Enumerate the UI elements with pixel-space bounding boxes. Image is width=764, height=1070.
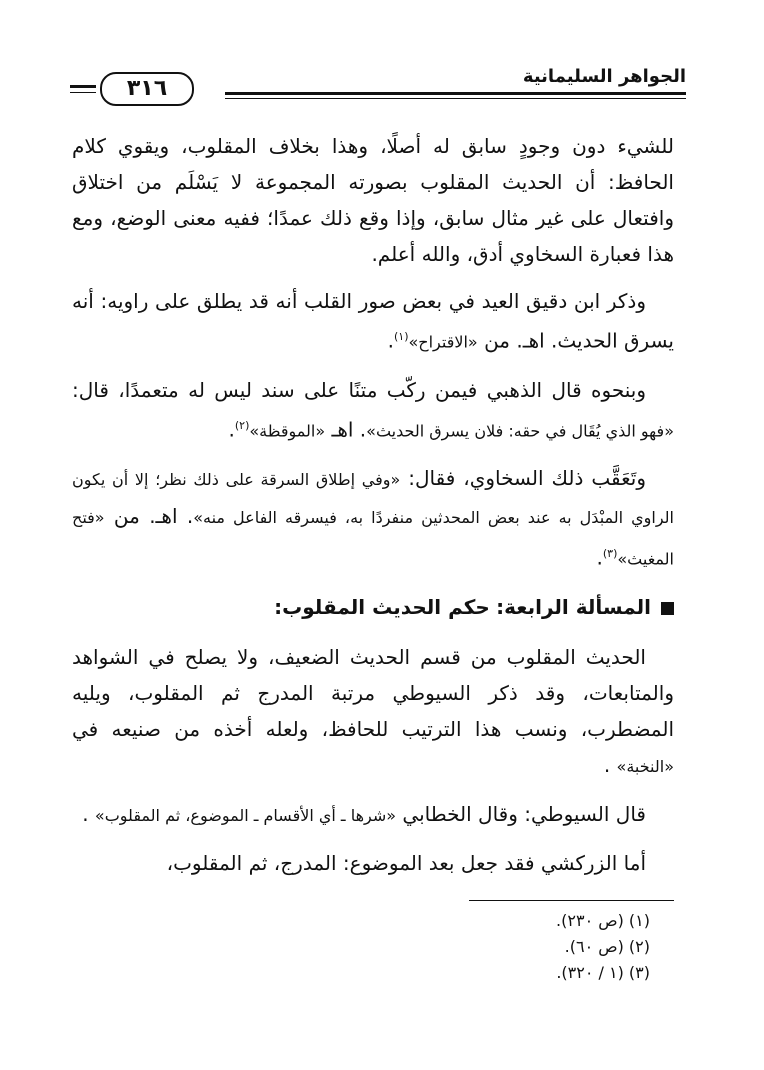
page-number-dash-thin — [70, 92, 96, 93]
paragraph-4-text: وتَعَقَّب ذلك السخاوي، فقال: — [400, 466, 647, 491]
heading-label: المسألة الرابعة: — [496, 594, 651, 619]
paragraph-1: للشيء دون وجودٍ سابق له أصلًا، وهذا بخلاف المقلوب، ويقوي كلام الحافظ: أن الحديث المقلوب بصورته المجموعة لا يَسْلَم من اختلاق وافتعال على غير مثال سابق، وإذا وقع ذلك عمدًا؛ ففيه معنى الوضع، ومع هذا فعبارة السخاوي أدق، والله أعلم. — [72, 134, 674, 266]
page-number-dash — [70, 85, 96, 88]
footnote-1: (١) (ص ٢٣٠). — [556, 911, 650, 930]
running-header — [70, 62, 686, 112]
quotation: «وفي إطلاق السرقة على ذلك نظر؛ إلا أن يكون الراوي المبْدَل به عند بعض المحدثين منفردًا به، فيسرقه الفاعل منه» — [72, 470, 674, 528]
square-bullet-icon — [661, 602, 674, 615]
source-citation: «الموقظة» — [249, 421, 326, 441]
footnote-ref-1: (١) — [393, 330, 409, 343]
heading-text: حكم الحديث المقلوب: — [274, 594, 490, 619]
paragraph-3-text: وبنحوه قال الذهبي فيمن ركّب متنًا على سند ليس له متعمدًا، قال: — [72, 377, 646, 402]
section-heading — [72, 589, 674, 625]
source-citation: «الاقتراح» — [408, 332, 478, 352]
paragraph-4: وتَعَقَّب ذلك السخاوي، فقال: «وفي إطلاق السرقة على ذلك نظر؛ إلا أن يكون الراوي المبْدَل به عند بعض المحدثين منفردًا به، فيسرقه الفاعل منه». اهـ. من «فتح المغيث»$^{(٣)}$. — [72, 466, 674, 570]
footnote-ref-3: (٣) — [602, 547, 618, 561]
header-rule — [225, 92, 686, 95]
header-rule-thin — [225, 98, 686, 99]
page-body — [72, 128, 674, 892]
book-title: الجواهر السليمانية — [522, 66, 686, 87]
paragraph-3: وبنحوه قال الذهبي فيمن ركّب متنًا على سند ليس له متعمدًا، قال: «فهو الذي يُقَال في حقه: فلان يسرق الحديث». اهـ «الموقظة»$^{(٢)}$. — [72, 377, 674, 442]
paragraph-2-text: وذكر ابن دقيق العيد في بعض صور القلب أنه قد يطلق على راويه: أنه يسرق الحديث. اهـ. من — [72, 289, 674, 353]
footnote-separator — [469, 900, 674, 901]
paragraph-4-mid: . اهـ. من — [104, 504, 194, 529]
source-citation: «فتح المغيث» — [72, 508, 674, 569]
footnote-ref-2: (٢) — [234, 418, 250, 432]
paragraph-2: وذكر ابن دقيق العيد في بعض صور القلب أنه قد يطلق على راويه: أنه يسرق الحديث. اهـ. من «الاقتراح»$^{(١)}$. — [72, 289, 674, 353]
quotation: «فهو الذي يُقَال في حقه: فلان يسرق الحديث» — [366, 421, 674, 441]
paragraph-6-text: قال السيوطي: وقال الخطابي — [396, 801, 646, 826]
paragraph-5-text: الحديث المقلوب من قسم الحديث الضعيف، ولا يصلح في الشواهد والمتابعات، وقد ذكر السيوطي مرتبة المدرج ثم المقلوب، ويليه المضطرب، ونسب هذا الترتيب للحافظ، ولعله أخذه من صنيعه في — [72, 644, 674, 741]
paragraph-7: أما الزركشي فقد جعل بعد الموضوع: المدرج، ثم المقلوب، — [166, 850, 646, 875]
quotation: «شرها ـ أي الأقسام ـ الموضوع، ثم المقلوب» — [94, 805, 397, 825]
page-number: ٣١٦ — [100, 72, 194, 106]
footnote-2: (٢) (ص ٦٠). — [564, 937, 650, 956]
footnote-3: (٣) (١ / ٣٢٠). — [556, 963, 650, 982]
paragraph-5-end: . — [603, 752, 611, 777]
page-number-badge — [70, 72, 220, 106]
paragraph-6 — [72, 796, 674, 834]
paragraph-6-end: . — [82, 801, 89, 826]
source-citation: «النخبة» — [616, 756, 674, 776]
footnotes — [556, 908, 650, 986]
paragraph-5 — [72, 639, 674, 785]
paragraph-3-mid: . اهـ — [325, 417, 367, 442]
